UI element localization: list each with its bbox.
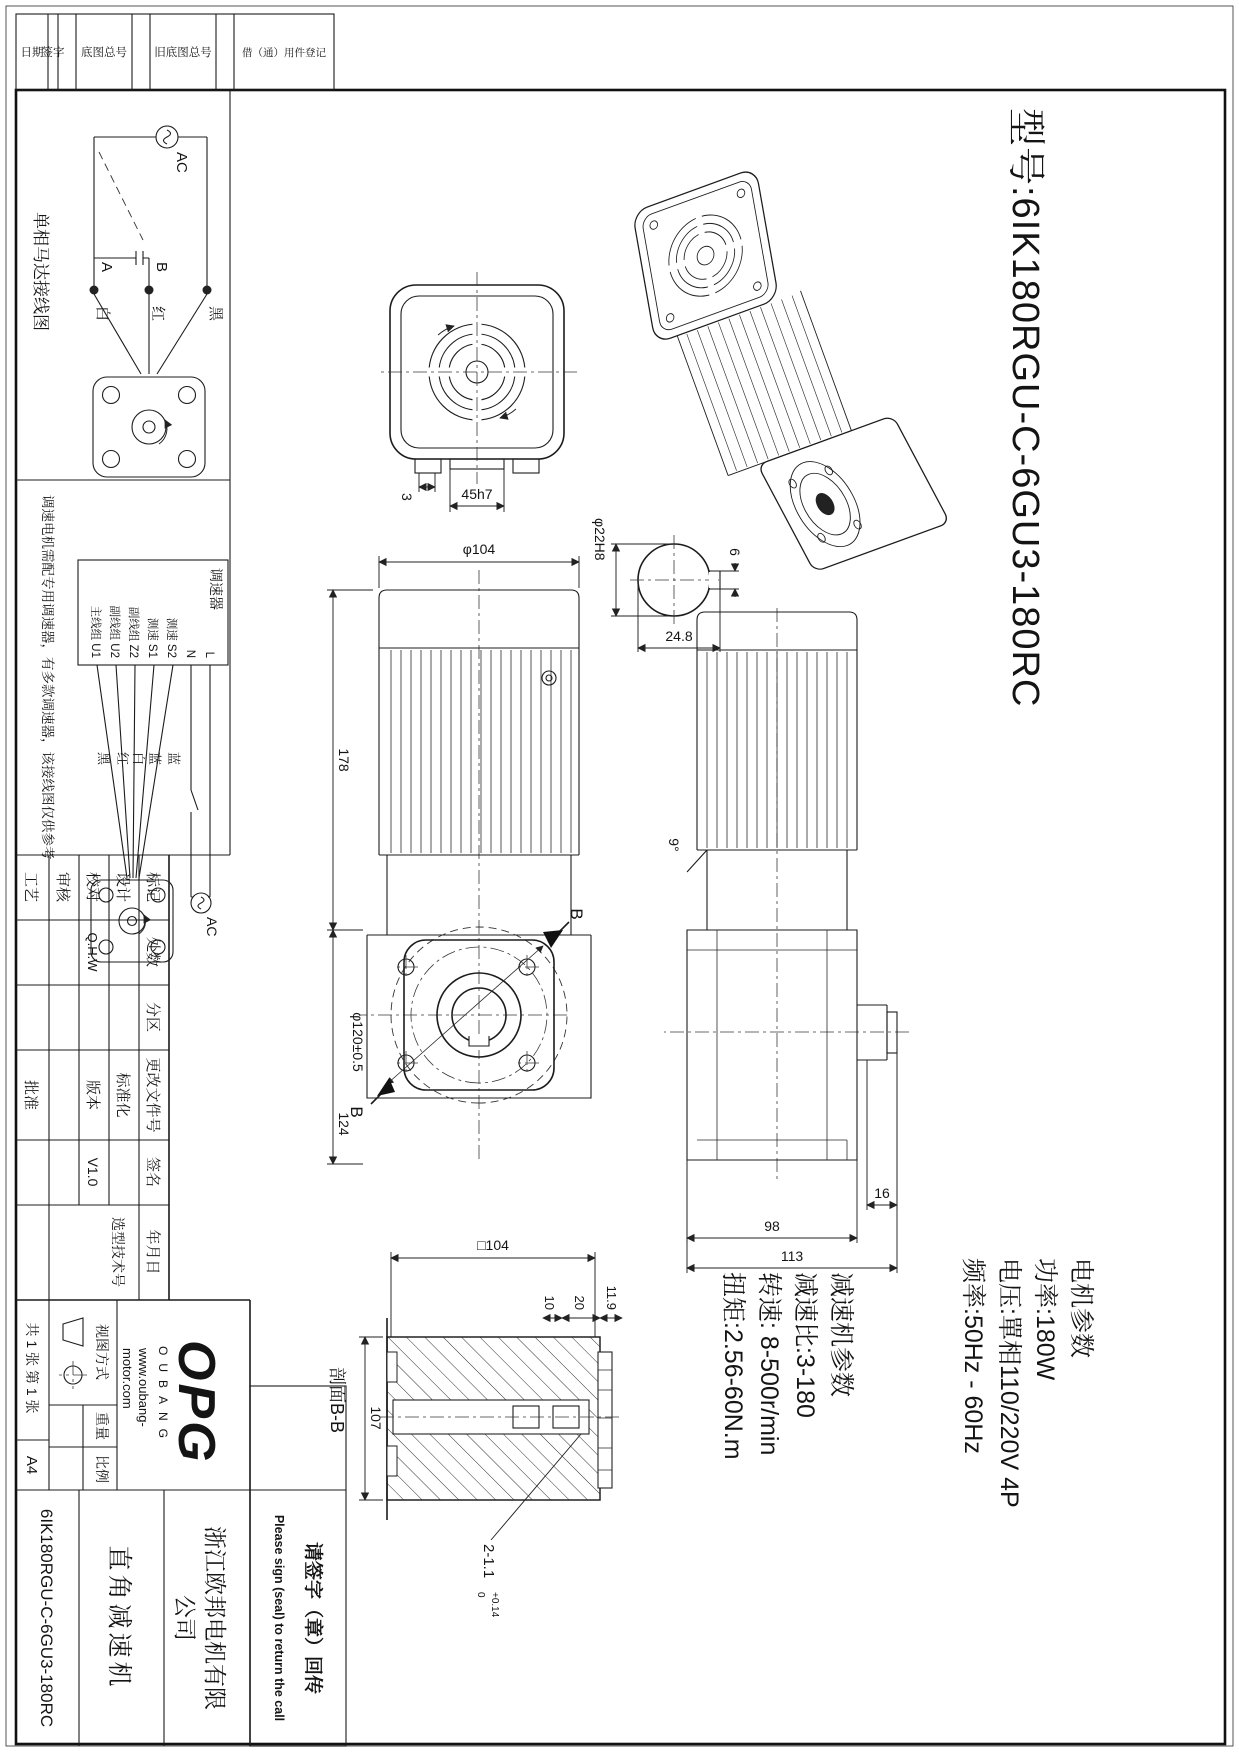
section-label: 剖面B-B <box>327 1366 347 1434</box>
motor-specs-heading: 电机参数 <box>1067 1258 1095 1359</box>
motor-specs-power: 功率:180W <box>1031 1258 1059 1381</box>
governor-term-u2: 副线组 U2 <box>108 605 120 658</box>
brand-logo: OPG <box>167 1340 225 1465</box>
tb-weight: 重量 <box>94 1412 110 1440</box>
dim-107: 107 <box>368 1406 384 1430</box>
dim-key-height: 24.8 <box>665 628 693 644</box>
wiring1-black-label: 黑 <box>207 306 224 322</box>
brand-logo-sub: OUBANG <box>156 1346 170 1447</box>
isometric-view <box>611 147 950 597</box>
governor-wire-red: 红 <box>115 752 130 766</box>
front-view <box>327 541 591 1164</box>
dim-bolt-circle: φ120±0.5 <box>350 1012 366 1072</box>
tb-sheets: 共 1 张 第 1 张 <box>24 1322 40 1414</box>
governor-wire-blue1: 蓝 <box>147 752 162 766</box>
ct-header-docno: 更改文件号 <box>144 1057 161 1133</box>
margin-base-label: 底图总号 <box>81 47 127 59</box>
dim-16: 16 <box>874 1185 890 1201</box>
motor-specs-frequency: 频率:50Hz - 60Hz <box>959 1258 987 1454</box>
governor-term-s1: 测速 S1 <box>146 617 158 658</box>
governor-term-z2: 副线组 Z2 <box>127 606 139 658</box>
sign-note-box <box>250 1386 346 1746</box>
tb-drawing-code: 6IK180RGU-C-6GU3-180RC <box>37 1508 56 1728</box>
governor-wire-blue2: 蓝 <box>166 752 181 766</box>
ct-header-count: 处数 <box>144 936 161 968</box>
dim-pilot: 45h7 <box>461 486 493 502</box>
wiring1-term-b: B <box>153 262 170 273</box>
margin-strip-table <box>16 14 334 90</box>
dim-178: 178 <box>336 748 352 772</box>
fan-cover-view <box>377 272 577 512</box>
ct-review: 审核 <box>54 871 71 903</box>
sign-note-cn: 请签字（章）回传 <box>302 1541 323 1695</box>
motor-specs <box>959 1258 1095 1508</box>
ct-header-date: 年月日 <box>144 1229 161 1275</box>
governor-term-u1: 主线组 U1 <box>89 605 101 658</box>
ct-version-val: V1.0 <box>85 1157 101 1187</box>
dim-body: φ104 <box>462 541 496 557</box>
dim-10: 10 <box>542 1295 557 1310</box>
dim-groove: 2-1.1 <box>480 1544 497 1579</box>
dim-113: 113 <box>780 1248 804 1264</box>
tb-view-method: 视图方式 <box>94 1324 110 1380</box>
tb-scale: 比例 <box>94 1455 110 1483</box>
brand-site-2: motor.com <box>120 1348 135 1409</box>
brand-site-1: www.oubang- <box>136 1348 151 1427</box>
wiring1-white-label: 白 <box>94 306 111 322</box>
governor-caption: 调速电机需配专用调速器，有多款调速器，该接线图仅供参考 <box>40 495 55 860</box>
dim-groove-tol-up: +0.14 <box>489 1592 500 1618</box>
motor-specs-voltage: 电压:單相110/220V 4P <box>995 1258 1023 1508</box>
governor-term-s2: 测速 S2 <box>165 617 177 658</box>
section-arrow-b2: B <box>347 1106 366 1118</box>
margin-sign-label: 签字 <box>41 47 65 59</box>
ct-version: 版本 <box>84 1079 101 1111</box>
governor-ac-label: AC <box>204 917 220 937</box>
governor-term-l: L <box>203 651 215 658</box>
margin-old-base-label: 旧底图总号 <box>154 47 212 59</box>
ct-header-sign: 签名 <box>144 1156 161 1188</box>
dim-98: 98 <box>764 1218 780 1234</box>
ct-design: 设计 <box>114 871 131 903</box>
top-view <box>664 608 909 1273</box>
ct-check: 校对 <box>84 871 101 903</box>
dim-shaft-bore: φ22H8 <box>592 518 608 561</box>
ct-header-mark: 标记 <box>144 871 161 903</box>
ct-process: 工艺 <box>22 871 39 903</box>
section-arrow-b1: B <box>567 908 586 920</box>
tb-product: 直角减速机 <box>105 1545 133 1691</box>
dim-124: 124 <box>336 1112 352 1136</box>
dim-key-width: 6 <box>727 548 743 556</box>
governor-wire-black: 黑 <box>96 752 111 766</box>
reducer-specs-speed: 转速: 8-500r/min <box>755 1272 783 1456</box>
governor-wire-white: 白 <box>131 752 146 766</box>
dim-20: 20 <box>572 1295 587 1310</box>
tb-company-line1: 浙江欧邦电机有限 <box>202 1526 228 1710</box>
sheet-borders <box>6 6 1233 1746</box>
title-block <box>16 855 250 1746</box>
ct-standard: 标准化 <box>114 1072 131 1118</box>
wiring1-caption: 单相马达接线图 <box>31 212 50 331</box>
tb-size: A4 <box>23 1455 40 1475</box>
shaft-detail-view <box>592 518 743 652</box>
wiring-single-phase <box>31 126 224 477</box>
wiring1-ac-label: AC <box>173 152 190 173</box>
page-title: 型号:6IK180RGU-C-6GU3-180RC <box>1004 108 1046 708</box>
section-view <box>327 1237 622 1618</box>
tb-company-line2: 公司 <box>172 1595 198 1641</box>
dim-flange-square: □104 <box>477 1237 509 1253</box>
margin-date-label: 日期 <box>20 47 44 59</box>
sign-note-en: Please sign (seal) to return the call <box>272 1514 286 1722</box>
governor-term-n: N <box>184 649 196 658</box>
dim-angle: 9° <box>666 838 682 852</box>
dim-groove-tol-dn: 0 <box>475 1592 486 1598</box>
wiring1-term-a: A <box>98 262 115 273</box>
ct-selection: 选型技术号 <box>110 1217 126 1287</box>
ct-approve: 批准 <box>22 1079 39 1111</box>
wiring1-red-label: 红 <box>149 306 166 322</box>
dim-tab: 3 <box>399 493 415 501</box>
ct-designer: Q.H.W <box>85 932 100 972</box>
ct-header-zone: 分区 <box>144 1001 161 1033</box>
margin-borrow-label: 借（通）用件登记 <box>242 47 326 59</box>
reducer-specs-ratio: 减速比:3-180 <box>791 1272 819 1418</box>
reducer-specs-heading: 减速机参数 <box>827 1272 855 1398</box>
reducer-specs <box>719 1272 855 1460</box>
governor-box-label: 调速器 <box>208 568 224 610</box>
reducer-specs-torque: 扭矩:2.56-60N.m <box>719 1272 747 1460</box>
dim-119: 11.9 <box>604 1285 619 1310</box>
